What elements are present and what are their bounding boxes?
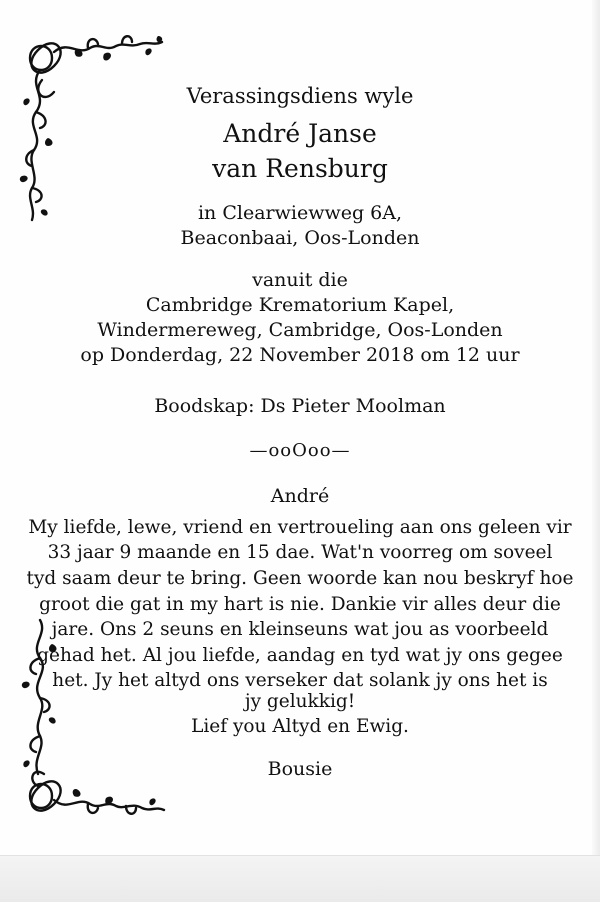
tribute-line: tyd saam deur te bring. Geen woorde kan nou beskryf hoe	[26, 568, 574, 589]
deceased-name-line1: André Janse	[223, 119, 377, 148]
tribute-closing: Lief you Altyd en Ewig.	[191, 716, 409, 737]
address-line-2: Beaconbaai, Oos-Londen	[180, 227, 420, 249]
tribute-line: jy gelukkig!	[244, 691, 356, 712]
tribute-addressee: André	[270, 485, 330, 507]
tribute-signature: Bousie	[267, 758, 333, 780]
service-heading: Verassingsdiens wyle	[186, 84, 414, 108]
tribute-line: gehad het. Al jou liefde, aandag en tyd wat jy ons gegee	[37, 645, 563, 666]
venue-line-1: Cambridge Krematorium Kapel,	[145, 294, 455, 316]
venue-intro: vanuit die	[252, 269, 348, 291]
tribute-line: 33 jaar 9 maande en 15 dae. Wat'n voorreg om soveel	[47, 542, 553, 563]
deceased-name-line2: van Rensburg	[212, 154, 388, 183]
message-officiant: Boodskap: Ds Pieter Moolman	[154, 395, 446, 417]
tribute-line: groot die gat in my hart is nie. Dankie vir alles deur die	[39, 594, 561, 615]
tribute-line: jare. Ons 2 seuns en kleinseuns wat jou as voorbeeld	[51, 619, 549, 640]
address-line-1: in Clearwiewweg 6A,	[197, 202, 403, 224]
page-bottom-shadow	[0, 855, 600, 902]
tribute-line: het. Jy het altyd ons verseker dat solank jy ons het is	[52, 670, 548, 691]
section-divider: —ooOoo—	[249, 440, 351, 461]
venue-line-3: op Donderdag, 22 November 2018 om 12 uur	[80, 344, 520, 366]
tribute-line: My liefde, lewe, vriend en vertroueling aan ons geleen vir	[28, 517, 572, 538]
venue-line-2: Windermereweg, Cambridge, Oos-Londen	[97, 319, 503, 341]
